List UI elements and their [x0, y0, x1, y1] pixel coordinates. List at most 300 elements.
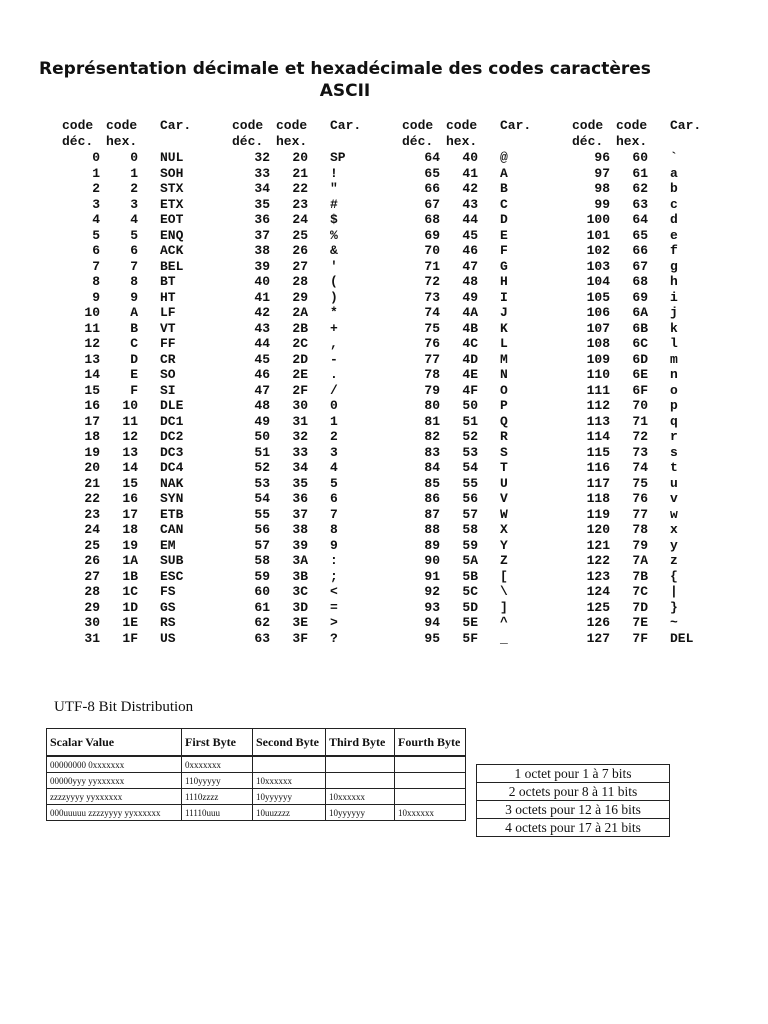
ascii-dec-code: 12 — [84, 336, 100, 351]
ascii-character: GS — [160, 599, 176, 615]
octet-cell: 4 octets pour 17 à 21 bits — [477, 819, 670, 837]
ascii-character: $ — [330, 212, 338, 227]
ascii-dec-code: 10 — [84, 305, 100, 320]
ascii-hex-code: 7 — [130, 258, 138, 274]
ascii-character: < — [330, 584, 338, 599]
ascii-character: FS — [160, 584, 176, 599]
utf8-cell — [326, 756, 395, 773]
octet-row — [477, 801, 670, 819]
ascii-dec-code: 78 — [424, 367, 440, 382]
ascii-character: } — [670, 599, 678, 615]
ascii-character: DC1 — [160, 413, 184, 429]
ascii-hex-code: 1A — [122, 553, 138, 568]
utf8-cell — [253, 756, 326, 773]
ascii-dec-code: 31 — [84, 630, 100, 646]
ascii-dec-code: 96 — [594, 150, 610, 165]
ascii-character: E — [500, 227, 508, 243]
ascii-hex-code: 2F — [292, 382, 308, 398]
ascii-character: + — [330, 320, 338, 336]
ascii-dec-code: 58 — [254, 553, 270, 568]
utf8-cell: 110yyyyy — [182, 773, 253, 789]
ascii-hex-code: 4B — [462, 320, 478, 336]
ascii-dec-code: 36 — [254, 212, 270, 227]
ascii-hex-code: 14 — [122, 460, 138, 475]
ascii-dec-code: 125 — [586, 599, 610, 615]
ascii-dec-code: 77 — [424, 351, 440, 367]
ascii-character: BT — [160, 274, 176, 289]
ascii-hex-code: 12 — [122, 429, 138, 444]
ascii-dec-code: 41 — [254, 289, 270, 305]
ascii-character: o — [670, 382, 678, 398]
header-code-hex-line1: code — [446, 118, 478, 133]
ascii-character: m — [670, 351, 678, 367]
ascii-dec-code: 19 — [84, 444, 100, 460]
ascii-dec-code: 97 — [594, 165, 610, 181]
ascii-hex-code: 5C — [462, 584, 478, 599]
ascii-hex-code: 6A — [632, 305, 648, 320]
ascii-character: W — [500, 506, 508, 522]
ascii-character: ESC — [160, 568, 184, 584]
octet-cell: 2 octets pour 8 à 11 bits — [477, 783, 670, 801]
ascii-hex-code: 7D — [632, 599, 648, 615]
ascii-dec-code: 111 — [586, 382, 610, 398]
ascii-character: 4 — [330, 460, 338, 475]
ascii-hex-code: 79 — [632, 537, 648, 553]
ascii-dec-code: 67 — [424, 196, 440, 212]
ascii-hex-code: 60 — [632, 150, 648, 165]
ascii-dec-code: 68 — [424, 212, 440, 227]
ascii-character: r — [670, 429, 678, 444]
ascii-hex-code: 3F — [292, 630, 308, 646]
ascii-character: FF — [160, 336, 176, 351]
ascii-hex-code: 5A — [462, 553, 478, 568]
ascii-hex-code: 54 — [462, 460, 478, 475]
ascii-character: Y — [500, 537, 508, 553]
ascii-character: DEL — [670, 630, 694, 646]
ascii-dec-code: 106 — [586, 305, 610, 320]
header-code-hex-line1: code — [276, 118, 308, 133]
ascii-dec-code: 69 — [424, 227, 440, 243]
ascii-hex-code: 7B — [632, 568, 648, 584]
header-code-hex-line1: code — [616, 118, 648, 133]
utf8-row — [47, 773, 466, 789]
ascii-character: , — [330, 336, 338, 351]
header-code-hex-line2: hex. — [446, 134, 478, 149]
ascii-character: h — [670, 274, 678, 289]
title-line-2: ASCII — [319, 81, 371, 101]
ascii-dec-code: 120 — [586, 522, 610, 537]
ascii-dec-code: 37 — [254, 227, 270, 243]
ascii-hex-code: 57 — [462, 506, 478, 522]
utf8-row — [47, 756, 466, 773]
ascii-hex-code: 65 — [632, 227, 648, 243]
ascii-character: _ — [500, 630, 508, 646]
ascii-dec-code: 60 — [254, 584, 270, 599]
ascii-hex-code: 73 — [632, 444, 648, 460]
utf8-cell: 10xxxxxx — [395, 805, 466, 821]
ascii-hex-code: 1D — [122, 599, 138, 615]
ascii-hex-code: 17 — [122, 506, 138, 522]
ascii-hex-code: 33 — [292, 444, 308, 460]
ascii-hex-code: 6F — [632, 382, 648, 398]
ascii-hex-code: 2D — [292, 351, 308, 367]
ascii-hex-code: 1F — [122, 630, 138, 646]
ascii-character: p — [670, 398, 678, 413]
ascii-hex-code: 4A — [462, 305, 478, 320]
ascii-character: e — [670, 227, 678, 243]
ascii-dec-code: 30 — [84, 615, 100, 630]
ascii-dec-code: 71 — [424, 258, 440, 274]
ascii-character: f — [670, 243, 678, 258]
ascii-character: ENQ — [160, 227, 184, 243]
ascii-character: P — [500, 398, 508, 413]
ascii-character: SI — [160, 382, 176, 398]
ascii-character: NAK — [160, 475, 184, 491]
utf8-header-second-byte: Second Byte — [253, 729, 326, 757]
ascii-hex-code: 3D — [292, 599, 308, 615]
ascii-hex-code: 16 — [122, 491, 138, 506]
ascii-dec-code: 47 — [254, 382, 270, 398]
ascii-hex-code: 70 — [632, 398, 648, 413]
ascii-hex-code: 29 — [292, 289, 308, 305]
ascii-dec-code: 42 — [254, 305, 270, 320]
ascii-hex-code: 78 — [632, 522, 648, 537]
ascii-dec-code: 93 — [424, 599, 440, 615]
ascii-character: * — [330, 305, 338, 320]
header-code-dec-line1: code — [402, 118, 434, 133]
ascii-character: i — [670, 289, 678, 305]
ascii-character: T — [500, 460, 508, 475]
ascii-dec-code: 25 — [84, 537, 100, 553]
ascii-character: { — [670, 568, 678, 584]
ascii-character: 7 — [330, 506, 338, 522]
ascii-character: s — [670, 444, 678, 460]
ascii-dec-code: 92 — [424, 584, 440, 599]
ascii-hex-code: 3C — [292, 584, 308, 599]
header-code-dec-line2: déc. — [402, 134, 434, 149]
ascii-character: L — [500, 336, 508, 351]
ascii-dec-code: 104 — [586, 274, 610, 289]
ascii-dec-code: 124 — [586, 584, 610, 599]
ascii-hex-code: 5B — [462, 568, 478, 584]
ascii-dec-code: 48 — [254, 398, 270, 413]
ascii-hex-code: 0 — [130, 150, 138, 165]
ascii-dec-code: 0 — [92, 150, 100, 165]
ascii-hex-code: 6D — [632, 351, 648, 367]
ascii-hex-code: 4 — [130, 212, 138, 227]
utf8-row — [47, 789, 466, 805]
ascii-dec-code: 54 — [254, 491, 270, 506]
ascii-dec-code: 50 — [254, 429, 270, 444]
ascii-dec-code: 89 — [424, 537, 440, 553]
ascii-dec-code: 43 — [254, 320, 270, 336]
ascii-hex-code: 69 — [632, 289, 648, 305]
ascii-hex-code: 42 — [462, 181, 478, 196]
utf8-cell: zzzzyyyy yyxxxxxx — [47, 789, 182, 805]
ascii-dec-code: 100 — [586, 212, 610, 227]
utf8-cell: 1110zzzz — [182, 789, 253, 805]
ascii-character: 1 — [330, 413, 338, 429]
ascii-dec-code: 28 — [84, 584, 100, 599]
ascii-character: ETX — [160, 196, 184, 212]
octet-summary-table — [476, 764, 670, 837]
ascii-dec-code: 101 — [586, 227, 610, 243]
ascii-character: 2 — [330, 429, 338, 444]
ascii-character: ^ — [500, 615, 508, 630]
ascii-hex-code: 2B — [292, 320, 308, 336]
ascii-dec-code: 86 — [424, 491, 440, 506]
utf8-cell: 10xxxxxx — [326, 789, 395, 805]
ascii-hex-code: 24 — [292, 212, 308, 227]
ascii-dec-code: 21 — [84, 475, 100, 491]
ascii-hex-code: 21 — [292, 165, 308, 181]
ascii-hex-code: 4C — [462, 336, 478, 351]
ascii-hex-code: E — [130, 367, 138, 382]
header-char: Car. — [500, 118, 532, 133]
ascii-character: & — [330, 243, 338, 258]
ascii-dec-code: 74 — [424, 305, 440, 320]
ascii-hex-code: 5E — [462, 615, 478, 630]
ascii-dec-code: 34 — [254, 181, 270, 196]
ascii-hex-code: A — [130, 305, 138, 320]
ascii-character: US — [160, 630, 176, 646]
ascii-character: g — [670, 258, 678, 274]
ascii-dec-code: 88 — [424, 522, 440, 537]
ascii-dec-code: 52 — [254, 460, 270, 475]
utf8-cell — [395, 789, 466, 805]
ascii-hex-code: 40 — [462, 150, 478, 165]
ascii-dec-code: 99 — [594, 196, 610, 212]
ascii-dec-code: 98 — [594, 181, 610, 196]
header-code-dec-line1: code — [572, 118, 604, 133]
ascii-dec-code: 91 — [424, 568, 440, 584]
ascii-hex-code: 47 — [462, 258, 478, 274]
ascii-character: 6 — [330, 491, 338, 506]
ascii-character: X — [500, 522, 508, 537]
ascii-character: w — [670, 506, 678, 522]
ascii-dec-code: 4 — [92, 212, 100, 227]
ascii-character: SP — [330, 150, 346, 165]
ascii-character: ` — [670, 150, 678, 165]
utf8-cell: 10yyyyyy — [253, 789, 326, 805]
ascii-dec-code: 8 — [92, 274, 100, 289]
ascii-hex-code: 55 — [462, 475, 478, 491]
ascii-dec-code: 11 — [84, 320, 100, 336]
ascii-hex-code: 3 — [130, 196, 138, 212]
ascii-dec-code: 95 — [424, 630, 440, 646]
ascii-dec-code: 46 — [254, 367, 270, 382]
utf8-cell: 0xxxxxxx — [182, 756, 253, 773]
ascii-hex-code: 27 — [292, 258, 308, 274]
utf8-cell: 00000000 0xxxxxxx — [47, 756, 182, 773]
utf8-cell: 000uuuuu zzzzyyyy yyxxxxxx — [47, 805, 182, 821]
octet-row — [477, 783, 670, 801]
ascii-hex-code: 66 — [632, 243, 648, 258]
ascii-hex-code: 5D — [462, 599, 478, 615]
ascii-character: RS — [160, 615, 176, 630]
utf8-section-title: UTF-8 Bit Distribution — [54, 699, 194, 715]
header-code-hex-line2: hex. — [616, 134, 648, 149]
ascii-character: : — [330, 553, 338, 568]
ascii-dec-code: 121 — [586, 537, 610, 553]
ascii-character: 8 — [330, 522, 338, 537]
utf8-row — [47, 805, 466, 821]
octet-row — [477, 819, 670, 837]
utf8-cell: 00000yyy yyxxxxxx — [47, 773, 182, 789]
ascii-hex-code: 35 — [292, 475, 308, 491]
ascii-hex-code: 45 — [462, 227, 478, 243]
ascii-character: ' — [330, 258, 338, 274]
ascii-character: U — [500, 475, 508, 491]
ascii-hex-code: 4E — [462, 367, 478, 382]
ascii-character: HT — [160, 289, 176, 305]
ascii-hex-code: 4F — [462, 382, 478, 398]
ascii-dec-code: 122 — [586, 553, 610, 568]
ascii-character: A — [500, 165, 508, 181]
ascii-hex-code: 52 — [462, 429, 478, 444]
ascii-character: n — [670, 367, 678, 382]
ascii-dec-code: 51 — [254, 444, 270, 460]
ascii-dec-code: 7 — [92, 258, 100, 274]
header-code-hex-line2: hex. — [106, 134, 138, 149]
ascii-character: [ — [500, 568, 508, 584]
ascii-dec-code: 75 — [424, 320, 440, 336]
utf8-cell: 10uuzzzz — [253, 805, 326, 821]
ascii-character: STX — [160, 181, 184, 196]
ascii-character: Q — [500, 413, 508, 429]
ascii-hex-code: 67 — [632, 258, 648, 274]
ascii-character: Z — [500, 553, 508, 568]
ascii-character: VT — [160, 320, 176, 336]
title-line-1: Représentation décimale et hexadécimale des codes caractères — [39, 59, 651, 79]
ascii-dec-code: 79 — [424, 382, 440, 398]
ascii-dec-code: 114 — [586, 429, 610, 444]
ascii-character: BEL — [160, 258, 184, 274]
utf8-header-third-byte: Third Byte — [326, 729, 395, 757]
ascii-dec-code: 53 — [254, 475, 270, 491]
ascii-dec-code: 2 — [92, 181, 100, 196]
header-code-dec-line2: déc. — [62, 134, 94, 149]
ascii-hex-code: 11 — [122, 413, 138, 429]
ascii-hex-code: 7A — [632, 553, 648, 568]
ascii-hex-code: 46 — [462, 243, 478, 258]
ascii-hex-code: 36 — [292, 491, 308, 506]
ascii-character: ~ — [670, 615, 678, 630]
ascii-hex-code: 20 — [292, 150, 308, 165]
header-code-hex-line2: hex. — [276, 134, 308, 149]
ascii-dec-code: 29 — [84, 599, 100, 615]
ascii-character: H — [500, 274, 508, 289]
ascii-dec-code: 118 — [586, 491, 610, 506]
ascii-dec-code: 85 — [424, 475, 440, 491]
ascii-character: ? — [330, 630, 338, 646]
ascii-character: | — [670, 584, 678, 599]
ascii-dec-code: 115 — [586, 444, 610, 460]
ascii-character: DC2 — [160, 429, 184, 444]
header-code-dec-line2: déc. — [572, 134, 604, 149]
ascii-hex-code: 38 — [292, 522, 308, 537]
octet-cell: 1 octet pour 1 à 7 bits — [477, 765, 670, 783]
ascii-character: y — [670, 537, 678, 553]
ascii-hex-code: D — [130, 351, 138, 367]
utf8-cell: 10yyyyyy — [326, 805, 395, 821]
ascii-dec-code: 40 — [254, 274, 270, 289]
ascii-hex-code: 7C — [632, 584, 648, 599]
ascii-hex-code: 5F — [462, 630, 478, 646]
ascii-hex-code: 63 — [632, 196, 648, 212]
ascii-dec-code: 33 — [254, 165, 270, 181]
ascii-dec-code: 57 — [254, 537, 270, 553]
ascii-dec-code: 55 — [254, 506, 270, 522]
ascii-character: V — [500, 491, 508, 506]
ascii-character: SUB — [160, 553, 184, 568]
ascii-hex-code: 3E — [292, 615, 308, 630]
utf8-cell — [395, 756, 466, 773]
ascii-dec-code: 87 — [424, 506, 440, 522]
ascii-character: t — [670, 460, 678, 475]
ascii-dec-code: 16 — [84, 398, 100, 413]
ascii-character: O — [500, 382, 508, 398]
ascii-dec-code: 27 — [84, 568, 100, 584]
ascii-character: d — [670, 212, 678, 227]
utf8-header-fourth-byte: Fourth Byte — [395, 729, 466, 757]
ascii-character: SO — [160, 367, 176, 382]
ascii-dec-code: 110 — [586, 367, 610, 382]
ascii-hex-code: 15 — [122, 475, 138, 491]
header-code-dec-line1: code — [232, 118, 264, 133]
ascii-dec-code: 44 — [254, 336, 270, 351]
ascii-hex-code: 23 — [292, 196, 308, 212]
ascii-dec-code: 18 — [84, 429, 100, 444]
ascii-character: \ — [500, 584, 508, 599]
ascii-character: " — [330, 181, 338, 196]
ascii-hex-code: 6 — [130, 243, 138, 258]
ascii-character: G — [500, 258, 508, 274]
ascii-dec-code: 119 — [586, 506, 610, 522]
ascii-hex-code: 37 — [292, 506, 308, 522]
ascii-character: 5 — [330, 475, 338, 491]
ascii-hex-code: 13 — [122, 444, 138, 460]
ascii-dec-code: 126 — [586, 615, 610, 630]
ascii-dec-code: 84 — [424, 460, 440, 475]
ascii-hex-code: F — [130, 382, 138, 398]
ascii-dec-code: 22 — [84, 491, 100, 506]
ascii-hex-code: 6E — [632, 367, 648, 382]
ascii-character: x — [670, 522, 678, 537]
ascii-hex-code: 34 — [292, 460, 308, 475]
ascii-character: @ — [500, 150, 508, 165]
ascii-character: D — [500, 212, 508, 227]
ascii-dec-code: 3 — [92, 196, 100, 212]
ascii-character: z — [670, 553, 678, 568]
ascii-dec-code: 6 — [92, 243, 100, 258]
ascii-character: DC4 — [160, 460, 184, 475]
ascii-hex-code: 43 — [462, 196, 478, 212]
octet-cell: 3 octets pour 12 à 16 bits — [477, 801, 670, 819]
ascii-hex-code: 2C — [292, 336, 308, 351]
ascii-hex-code: 72 — [632, 429, 648, 444]
ascii-hex-code: 6B — [632, 320, 648, 336]
ascii-character: S — [500, 444, 508, 460]
ascii-character: R — [500, 429, 508, 444]
ascii-character: - — [330, 351, 338, 367]
ascii-hex-code: 1E — [122, 615, 138, 630]
ascii-dec-code: 105 — [586, 289, 610, 305]
header-code-hex-line1: code — [106, 118, 138, 133]
ascii-hex-code: 1C — [122, 584, 138, 599]
ascii-character: q — [670, 413, 678, 429]
ascii-dec-code: 49 — [254, 413, 270, 429]
